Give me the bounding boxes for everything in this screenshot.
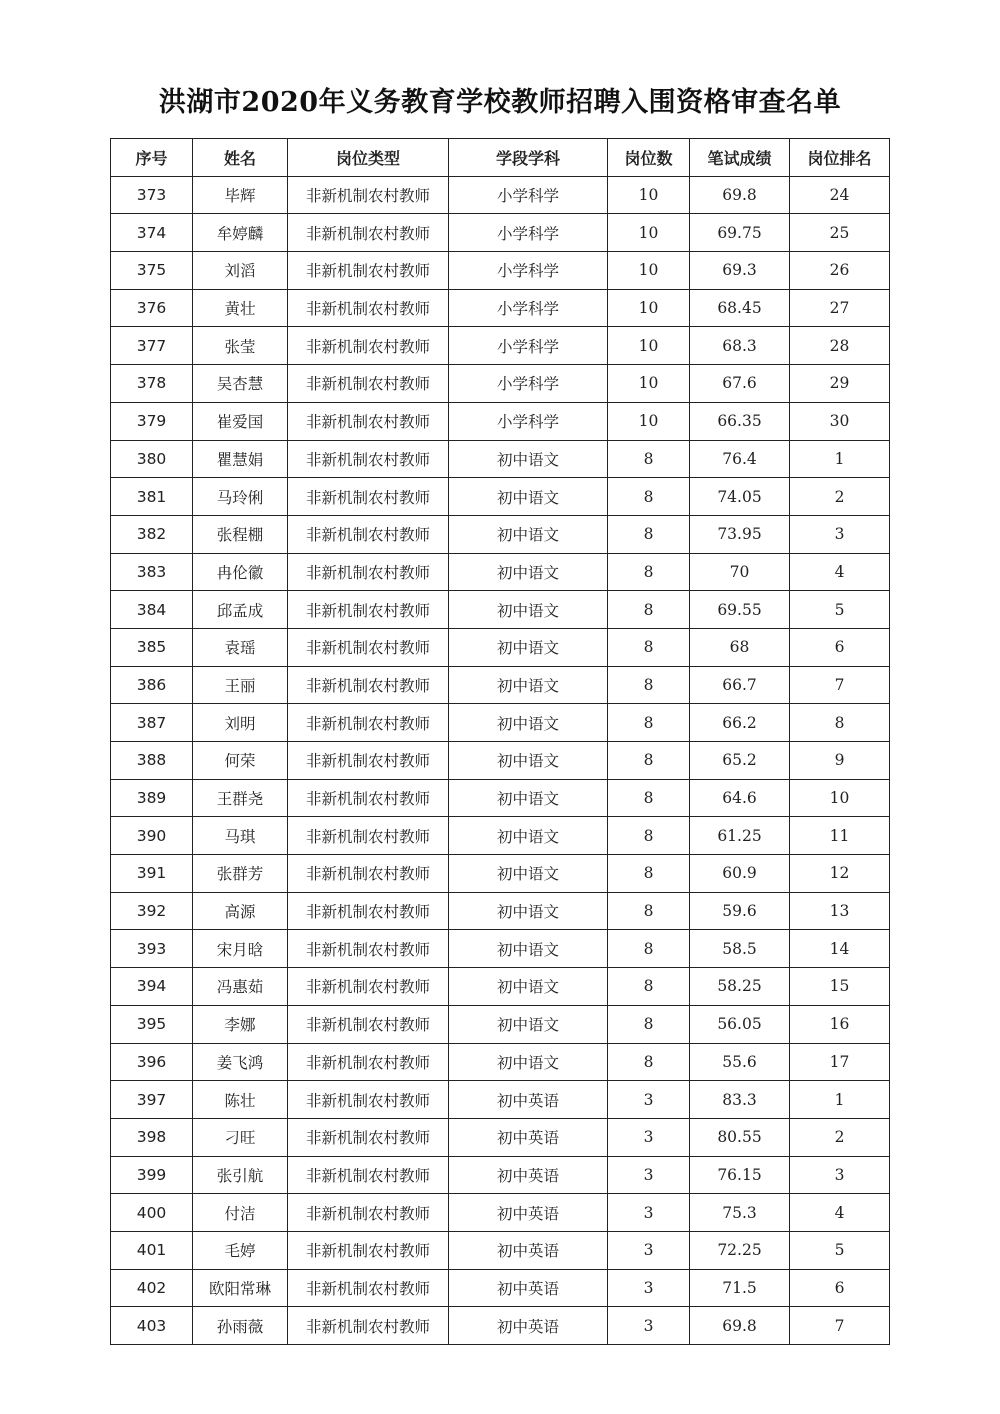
cell-serial: 391 <box>111 855 193 893</box>
cell-position-type: 非新机制农村教师 <box>288 1194 449 1232</box>
cell-subject: 初中语文 <box>449 704 608 742</box>
cell-name: 冉伦徽 <box>193 553 288 591</box>
cell-openings: 3 <box>608 1231 690 1269</box>
table-row <box>111 515 890 553</box>
cell-position-type: 非新机制农村教师 <box>288 327 449 365</box>
header-position-type: 岗位类型 <box>288 139 449 177</box>
cell-score: 69.75 <box>690 214 790 252</box>
cell-score: 70 <box>690 553 790 591</box>
cell-serial: 378 <box>111 365 193 403</box>
cell-score: 55.6 <box>690 1043 790 1081</box>
cell-serial: 390 <box>111 817 193 855</box>
cell-position-type: 非新机制农村教师 <box>288 742 449 780</box>
cell-subject: 小学科学 <box>449 176 608 214</box>
cell-rank: 9 <box>790 742 890 780</box>
cell-score: 83.3 <box>690 1081 790 1119</box>
cell-subject: 初中语文 <box>449 1005 608 1043</box>
cell-subject: 初中语文 <box>449 892 608 930</box>
cell-name: 瞿慧娟 <box>193 440 288 478</box>
cell-openings: 10 <box>608 327 690 365</box>
cell-openings: 8 <box>608 628 690 666</box>
cell-name: 袁瑶 <box>193 628 288 666</box>
cell-position-type: 非新机制农村教师 <box>288 591 449 629</box>
cell-name: 张程棚 <box>193 515 288 553</box>
cell-name: 陈壮 <box>193 1081 288 1119</box>
cell-score: 66.7 <box>690 666 790 704</box>
cell-openings: 8 <box>608 704 690 742</box>
table-row <box>111 1269 890 1307</box>
cell-score: 80.55 <box>690 1118 790 1156</box>
table-row <box>111 1307 890 1345</box>
table-row <box>111 252 890 290</box>
cell-subject: 小学科学 <box>449 252 608 290</box>
cell-openings: 8 <box>608 892 690 930</box>
cell-subject: 初中语文 <box>449 930 608 968</box>
cell-score: 73.95 <box>690 515 790 553</box>
cell-openings: 10 <box>608 214 690 252</box>
cell-score: 69.8 <box>690 176 790 214</box>
cell-rank: 5 <box>790 591 890 629</box>
table-row <box>111 666 890 704</box>
cell-openings: 3 <box>608 1156 690 1194</box>
table-row <box>111 440 890 478</box>
header-name: 姓名 <box>193 139 288 177</box>
cell-subject: 小学科学 <box>449 289 608 327</box>
cell-name: 吴杏慧 <box>193 365 288 403</box>
cell-serial: 380 <box>111 440 193 478</box>
cell-openings: 10 <box>608 365 690 403</box>
cell-position-type: 非新机制农村教师 <box>288 817 449 855</box>
cell-name: 李娜 <box>193 1005 288 1043</box>
cell-rank: 2 <box>790 1118 890 1156</box>
cell-name: 马玲俐 <box>193 478 288 516</box>
cell-name: 毛婷 <box>193 1231 288 1269</box>
cell-openings: 8 <box>608 779 690 817</box>
cell-subject: 初中英语 <box>449 1081 608 1119</box>
cell-rank: 6 <box>790 1269 890 1307</box>
cell-subject: 初中英语 <box>449 1118 608 1156</box>
cell-subject: 初中英语 <box>449 1269 608 1307</box>
cell-openings: 8 <box>608 968 690 1006</box>
header-subject: 学段学科 <box>449 139 608 177</box>
cell-openings: 8 <box>608 855 690 893</box>
cell-score: 60.9 <box>690 855 790 893</box>
cell-rank: 26 <box>790 252 890 290</box>
cell-name: 付洁 <box>193 1194 288 1232</box>
table-row <box>111 365 890 403</box>
cell-name: 何荣 <box>193 742 288 780</box>
cell-position-type: 非新机制农村教师 <box>288 1081 449 1119</box>
cell-serial: 373 <box>111 176 193 214</box>
cell-score: 66.35 <box>690 402 790 440</box>
cell-subject: 初中语文 <box>449 478 608 516</box>
table-row <box>111 591 890 629</box>
cell-subject: 初中语文 <box>449 666 608 704</box>
cell-openings: 3 <box>608 1269 690 1307</box>
cell-name: 刁旺 <box>193 1118 288 1156</box>
cell-score: 58.25 <box>690 968 790 1006</box>
cell-score: 61.25 <box>690 817 790 855</box>
cell-name: 张群芳 <box>193 855 288 893</box>
cell-subject: 初中英语 <box>449 1156 608 1194</box>
cell-serial: 388 <box>111 742 193 780</box>
cell-subject: 初中语文 <box>449 742 608 780</box>
cell-rank: 14 <box>790 930 890 968</box>
cell-position-type: 非新机制农村教师 <box>288 1156 449 1194</box>
candidate-table <box>110 138 890 1345</box>
table-row <box>111 214 890 252</box>
header-openings: 岗位数 <box>608 139 690 177</box>
cell-subject: 初中语文 <box>449 779 608 817</box>
cell-subject: 小学科学 <box>449 214 608 252</box>
cell-score: 68.3 <box>690 327 790 365</box>
cell-openings: 8 <box>608 817 690 855</box>
cell-position-type: 非新机制农村教师 <box>288 553 449 591</box>
cell-rank: 7 <box>790 666 890 704</box>
table-row <box>111 1043 890 1081</box>
cell-serial: 381 <box>111 478 193 516</box>
table-row <box>111 628 890 666</box>
table-row <box>111 742 890 780</box>
cell-rank: 4 <box>790 1194 890 1232</box>
cell-rank: 25 <box>790 214 890 252</box>
cell-openings: 8 <box>608 553 690 591</box>
cell-openings: 8 <box>608 666 690 704</box>
table-row <box>111 704 890 742</box>
cell-openings: 8 <box>608 440 690 478</box>
cell-position-type: 非新机制农村教师 <box>288 1307 449 1345</box>
cell-name: 冯惠茹 <box>193 968 288 1006</box>
cell-serial: 399 <box>111 1156 193 1194</box>
cell-rank: 16 <box>790 1005 890 1043</box>
table-row <box>111 1156 890 1194</box>
cell-serial: 403 <box>111 1307 193 1345</box>
cell-rank: 24 <box>790 176 890 214</box>
cell-serial: 376 <box>111 289 193 327</box>
cell-score: 66.2 <box>690 704 790 742</box>
header-rank: 岗位排名 <box>790 139 890 177</box>
cell-position-type: 非新机制农村教师 <box>288 968 449 1006</box>
cell-score: 69.8 <box>690 1307 790 1345</box>
cell-name: 崔爱国 <box>193 402 288 440</box>
cell-subject: 小学科学 <box>449 365 608 403</box>
cell-rank: 15 <box>790 968 890 1006</box>
cell-rank: 27 <box>790 289 890 327</box>
cell-score: 72.25 <box>690 1231 790 1269</box>
cell-name: 刘滔 <box>193 252 288 290</box>
cell-name: 宋月晗 <box>193 930 288 968</box>
cell-name: 毕辉 <box>193 176 288 214</box>
cell-rank: 3 <box>790 515 890 553</box>
cell-serial: 374 <box>111 214 193 252</box>
cell-serial: 387 <box>111 704 193 742</box>
cell-name: 张引航 <box>193 1156 288 1194</box>
cell-openings: 10 <box>608 402 690 440</box>
cell-score: 75.3 <box>690 1194 790 1232</box>
cell-serial: 397 <box>111 1081 193 1119</box>
cell-name: 姜飞鸿 <box>193 1043 288 1081</box>
cell-serial: 375 <box>111 252 193 290</box>
cell-position-type: 非新机制农村教师 <box>288 252 449 290</box>
table-row <box>111 289 890 327</box>
cell-score: 67.6 <box>690 365 790 403</box>
cell-openings: 3 <box>608 1307 690 1345</box>
cell-subject: 初中语文 <box>449 515 608 553</box>
cell-position-type: 非新机制农村教师 <box>288 214 449 252</box>
cell-position-type: 非新机制农村教师 <box>288 402 449 440</box>
cell-serial: 392 <box>111 892 193 930</box>
cell-score: 68.45 <box>690 289 790 327</box>
cell-position-type: 非新机制农村教师 <box>288 666 449 704</box>
cell-rank: 12 <box>790 855 890 893</box>
table-row <box>111 817 890 855</box>
cell-position-type: 非新机制农村教师 <box>288 176 449 214</box>
cell-serial: 383 <box>111 553 193 591</box>
cell-serial: 396 <box>111 1043 193 1081</box>
table-row <box>111 478 890 516</box>
cell-subject: 初中语文 <box>449 553 608 591</box>
cell-score: 69.55 <box>690 591 790 629</box>
cell-rank: 11 <box>790 817 890 855</box>
cell-name: 张莹 <box>193 327 288 365</box>
cell-score: 64.6 <box>690 779 790 817</box>
cell-openings: 10 <box>608 289 690 327</box>
cell-position-type: 非新机制农村教师 <box>288 855 449 893</box>
cell-rank: 4 <box>790 553 890 591</box>
cell-serial: 382 <box>111 515 193 553</box>
table-row <box>111 553 890 591</box>
cell-position-type: 非新机制农村教师 <box>288 779 449 817</box>
cell-name: 刘明 <box>193 704 288 742</box>
cell-subject: 初中语文 <box>449 855 608 893</box>
cell-openings: 8 <box>608 930 690 968</box>
cell-rank: 6 <box>790 628 890 666</box>
cell-position-type: 非新机制农村教师 <box>288 1118 449 1156</box>
cell-position-type: 非新机制农村教师 <box>288 704 449 742</box>
cell-serial: 377 <box>111 327 193 365</box>
cell-rank: 8 <box>790 704 890 742</box>
cell-openings: 8 <box>608 1005 690 1043</box>
table-header <box>111 139 890 177</box>
cell-name: 邱孟成 <box>193 591 288 629</box>
cell-rank: 2 <box>790 478 890 516</box>
cell-position-type: 非新机制农村教师 <box>288 365 449 403</box>
header-score: 笔试成绩 <box>690 139 790 177</box>
page-title: 洪湖市2020年义务教育学校教师招聘入围资格审查名单 <box>158 87 842 118</box>
table-row <box>111 779 890 817</box>
cell-position-type: 非新机制农村教师 <box>288 892 449 930</box>
cell-rank: 28 <box>790 327 890 365</box>
cell-subject: 初中语文 <box>449 591 608 629</box>
cell-subject: 初中英语 <box>449 1307 608 1345</box>
cell-name: 牟婷麟 <box>193 214 288 252</box>
cell-rank: 10 <box>790 779 890 817</box>
header-row <box>111 139 890 177</box>
cell-openings: 3 <box>608 1081 690 1119</box>
cell-serial: 398 <box>111 1118 193 1156</box>
cell-name: 孙雨薇 <box>193 1307 288 1345</box>
cell-serial: 389 <box>111 779 193 817</box>
cell-serial: 400 <box>111 1194 193 1232</box>
cell-position-type: 非新机制农村教师 <box>288 930 449 968</box>
header-serial: 序号 <box>111 139 193 177</box>
cell-serial: 393 <box>111 930 193 968</box>
cell-rank: 29 <box>790 365 890 403</box>
cell-position-type: 非新机制农村教师 <box>288 440 449 478</box>
cell-name: 欧阳常琳 <box>193 1269 288 1307</box>
cell-serial: 402 <box>111 1269 193 1307</box>
table-row <box>111 930 890 968</box>
cell-serial: 401 <box>111 1231 193 1269</box>
cell-name: 黄壮 <box>193 289 288 327</box>
cell-score: 56.05 <box>690 1005 790 1043</box>
cell-position-type: 非新机制农村教师 <box>288 515 449 553</box>
table-row <box>111 1005 890 1043</box>
table-body <box>111 176 890 1344</box>
cell-score: 69.3 <box>690 252 790 290</box>
cell-position-type: 非新机制农村教师 <box>288 1005 449 1043</box>
cell-rank: 1 <box>790 1081 890 1119</box>
cell-openings: 8 <box>608 478 690 516</box>
table-row <box>111 402 890 440</box>
cell-subject: 初中英语 <box>449 1194 608 1232</box>
cell-score: 68 <box>690 628 790 666</box>
cell-rank: 30 <box>790 402 890 440</box>
cell-position-type: 非新机制农村教师 <box>288 1043 449 1081</box>
cell-score: 59.6 <box>690 892 790 930</box>
cell-score: 76.4 <box>690 440 790 478</box>
cell-rank: 1 <box>790 440 890 478</box>
cell-subject: 小学科学 <box>449 402 608 440</box>
table-row <box>111 1118 890 1156</box>
cell-rank: 7 <box>790 1307 890 1345</box>
cell-position-type: 非新机制农村教师 <box>288 1231 449 1269</box>
cell-position-type: 非新机制农村教师 <box>288 478 449 516</box>
cell-name: 高源 <box>193 892 288 930</box>
cell-subject: 初中语文 <box>449 817 608 855</box>
cell-serial: 386 <box>111 666 193 704</box>
table-row <box>111 327 890 365</box>
cell-rank: 13 <box>790 892 890 930</box>
cell-serial: 384 <box>111 591 193 629</box>
cell-score: 71.5 <box>690 1269 790 1307</box>
cell-openings: 8 <box>608 591 690 629</box>
cell-serial: 385 <box>111 628 193 666</box>
table-row <box>111 855 890 893</box>
cell-openings: 8 <box>608 515 690 553</box>
cell-score: 65.2 <box>690 742 790 780</box>
cell-subject: 初中语文 <box>449 440 608 478</box>
cell-openings: 10 <box>608 252 690 290</box>
table-row <box>111 892 890 930</box>
cell-position-type: 非新机制农村教师 <box>288 628 449 666</box>
table-row <box>111 1194 890 1232</box>
cell-rank: 17 <box>790 1043 890 1081</box>
cell-position-type: 非新机制农村教师 <box>288 1269 449 1307</box>
cell-subject: 初中语文 <box>449 968 608 1006</box>
cell-subject: 初中英语 <box>449 1231 608 1269</box>
cell-openings: 10 <box>608 176 690 214</box>
cell-subject: 小学科学 <box>449 327 608 365</box>
cell-score: 58.5 <box>690 930 790 968</box>
cell-position-type: 非新机制农村教师 <box>288 289 449 327</box>
cell-subject: 初中语文 <box>449 628 608 666</box>
cell-name: 王丽 <box>193 666 288 704</box>
cell-rank: 3 <box>790 1156 890 1194</box>
cell-score: 74.05 <box>690 478 790 516</box>
cell-openings: 8 <box>608 1043 690 1081</box>
cell-rank: 5 <box>790 1231 890 1269</box>
table-row <box>111 968 890 1006</box>
cell-openings: 3 <box>608 1194 690 1232</box>
cell-subject: 初中语文 <box>449 1043 608 1081</box>
table-row <box>111 176 890 214</box>
cell-name: 王群尧 <box>193 779 288 817</box>
cell-name: 马琪 <box>193 817 288 855</box>
cell-serial: 379 <box>111 402 193 440</box>
table-row <box>111 1231 890 1269</box>
cell-serial: 394 <box>111 968 193 1006</box>
cell-score: 76.15 <box>690 1156 790 1194</box>
cell-serial: 395 <box>111 1005 193 1043</box>
table-row <box>111 1081 890 1119</box>
cell-openings: 3 <box>608 1118 690 1156</box>
cell-openings: 8 <box>608 742 690 780</box>
